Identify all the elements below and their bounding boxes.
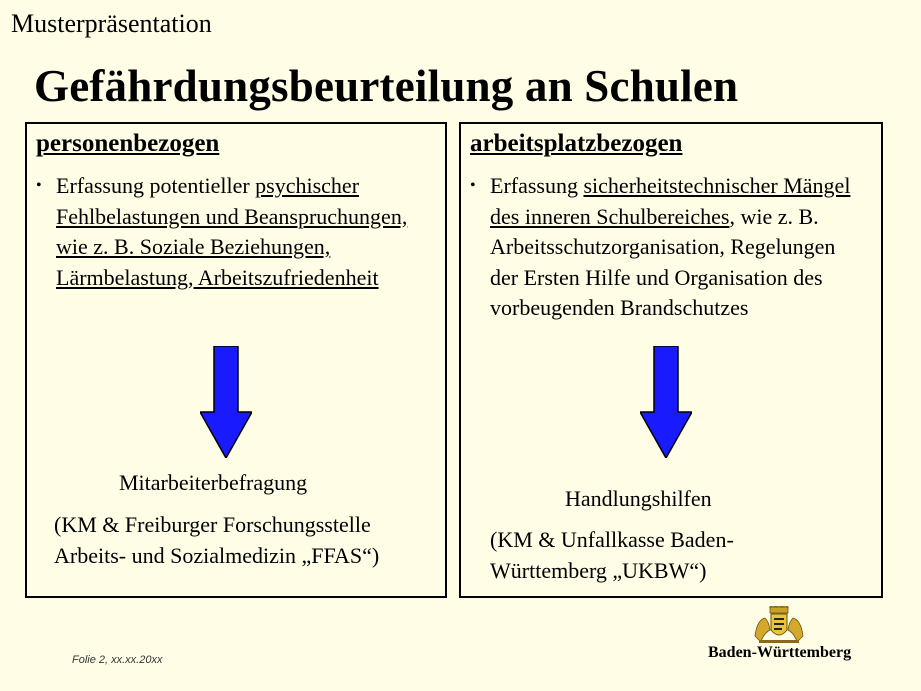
bullet-icon: • [470,177,476,194]
left-bullet-underlined: psychischer Fehlbelastungen und Beanspruchungen, wie z. B. Soziale Beziehungen, Lärmbelastung, Arbeitszufriedenheit [56,173,408,290]
bullet-icon: • [36,177,42,194]
left-bullet-plain: Erfassung potentieller [56,173,256,198]
slide-footer: Folie 2, xx.xx.20xx [72,654,163,666]
down-arrow-icon [200,346,252,458]
slide-title: Gefährdungsbeurteilung an Schulen [34,61,739,111]
right-bullet-plain: Erfassung [490,173,584,198]
right-bullet-rest: , wie z. B. Arbeitsschutzorganisation, Regelungen der Ersten Hilfe und Organisation des vorbeugenden Brandschutzes [490,203,836,320]
right-source: (KM & Unfallkasse Baden-Württemberg „UKBW“) [490,527,734,583]
left-box-heading: personenbezogen [36,130,220,157]
right-box-heading: arbeitsplatzbezogen [470,130,683,157]
left-bullet-item [36,171,431,293]
right-bullet-item [470,171,867,324]
right-bullet-underlined: sicherheitstechnischer Mängel des inneren Schulbereiches [490,173,851,229]
state-name-logo-text: Baden-Württemberg [708,644,852,661]
right-bullet-text [490,171,867,324]
arbeitsplatzbezogen-box [459,122,883,598]
left-result: Mitarbeiterbefragung [119,470,308,495]
left-source: (KM & Freiburger Forschungsstelle Arbeits- und Sozialmedizin „FFAS“) [54,512,380,568]
coat-of-arms-icon [751,606,807,644]
presentation-label: Musterpräsentation [11,9,212,38]
right-result: Handlungshilfen [565,486,712,511]
personenbezogen-box [25,122,447,598]
left-bullet-text [56,171,431,293]
down-arrow-icon [640,346,692,458]
